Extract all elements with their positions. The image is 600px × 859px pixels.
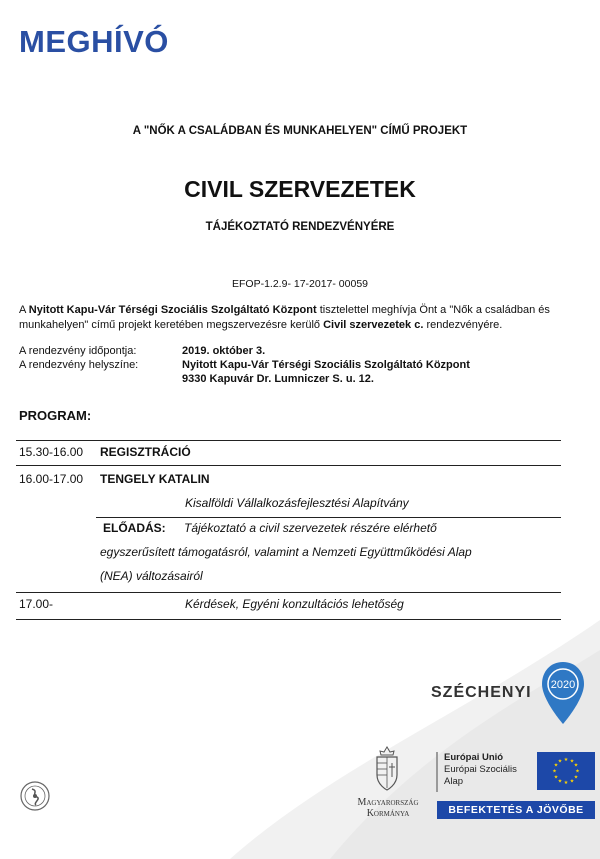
project-line: A "NŐK A CSALÁDBAN ÉS MUNKAHELYEN" CÍMŰ PROJEKT	[132, 125, 468, 137]
svg-text:★: ★	[573, 774, 579, 781]
place-label: A rendezvény helyszíne:	[19, 359, 139, 371]
invitation-title: MEGHÍVÓ	[19, 24, 169, 59]
svg-text:★: ★	[557, 778, 563, 785]
reference-code: EFOP-1.2.9- 17-2017- 00059	[232, 278, 368, 290]
row3-time: 17.00-	[19, 597, 54, 611]
eu-line3: Alap	[444, 776, 464, 787]
row2-title: TENGELY KATALIN	[100, 472, 210, 486]
program-divider	[16, 619, 561, 620]
hungary-crest-icon	[372, 743, 402, 793]
eu-fund-text	[436, 752, 538, 792]
svg-text:★: ★	[563, 780, 569, 786]
eu-line1: Európai Unió	[444, 752, 504, 763]
svg-text:★: ★	[557, 758, 563, 765]
intro-text-2: tisztelettel meghívja Önt a "Nők a családban és munkahelyen" című projekt keretében megszervezésre kerülő	[19, 304, 550, 331]
intro-text-3: rendezvényére.	[423, 319, 503, 331]
lecture-line1: Tájékoztató a civil szervezetek részére elérhető	[184, 521, 437, 535]
gov-line2: Kormánya	[366, 808, 410, 819]
slogan-banner: BEFEKTETÉS A JÖVŐBE	[437, 801, 595, 819]
program-divider	[16, 465, 561, 466]
row2-organization: Kisalföldi Vállalkozásfejlesztési Alapítvány	[185, 496, 409, 510]
svg-text:★: ★	[553, 774, 559, 781]
government-logo-text	[344, 797, 432, 819]
lecture-line2: egyszerűsített támogatásról, valamint a Nemzeti Együttműködési Alap	[100, 545, 472, 559]
svg-text:★: ★	[569, 758, 575, 765]
eu-flag-icon	[537, 752, 595, 790]
row1-time: 15.30-16.00	[19, 445, 84, 459]
program-heading: PROGRAM:	[19, 408, 92, 423]
row3-title: Kérdések, Egyéni konzultációs lehetőség	[185, 597, 404, 611]
main-title: CIVIL SZERVEZETEK	[184, 176, 416, 202]
szechenyi-pin-icon	[540, 660, 586, 726]
date-value: 2019. október 3.	[182, 345, 266, 357]
svg-text:★: ★	[575, 768, 580, 775]
svg-text:★: ★	[573, 762, 579, 769]
place-value-line2: 9330 Kapuvár Dr. Lumniczer S. u. 12.	[182, 373, 374, 385]
gov-line1: Magyarország	[357, 797, 419, 808]
szechenyi-logo-text: SZÉCHENYI	[431, 684, 532, 701]
lecture-label: ELŐADÁS:	[103, 521, 166, 535]
place-value-line1: Nyitott Kapu-Vár Térségi Szociális Szolgáltató Központ	[182, 359, 470, 371]
row1-title: REGISZTRÁCIÓ	[100, 445, 191, 459]
svg-text:★: ★	[552, 768, 557, 775]
lecture-line3: (NEA) változásairól	[100, 569, 203, 583]
intro-paragraph	[19, 303, 589, 333]
intro-org-name: Nyitott Kapu-Vár Térségi Szociális Szolgáltató Központ	[28, 304, 317, 316]
svg-text:★: ★	[569, 778, 575, 785]
program-divider	[16, 440, 561, 441]
svg-text:★: ★	[553, 762, 559, 769]
program-divider	[16, 592, 561, 593]
program-divider	[96, 517, 561, 518]
intro-event-name: Civil szervezetek c.	[323, 319, 424, 331]
intro-text-1: A	[19, 304, 29, 316]
row2-time: 16.00-17.00	[19, 472, 84, 486]
eu-line2: Európai Szociális	[444, 764, 517, 775]
event-line: TÁJÉKOZTATÓ RENDEZVÉNYÉRE	[205, 221, 395, 233]
szechenyi-year: 2020	[550, 679, 576, 691]
svg-text:★: ★	[563, 757, 569, 763]
organization-seal-icon	[19, 780, 51, 812]
date-label: A rendezvény időpontja:	[19, 345, 137, 357]
